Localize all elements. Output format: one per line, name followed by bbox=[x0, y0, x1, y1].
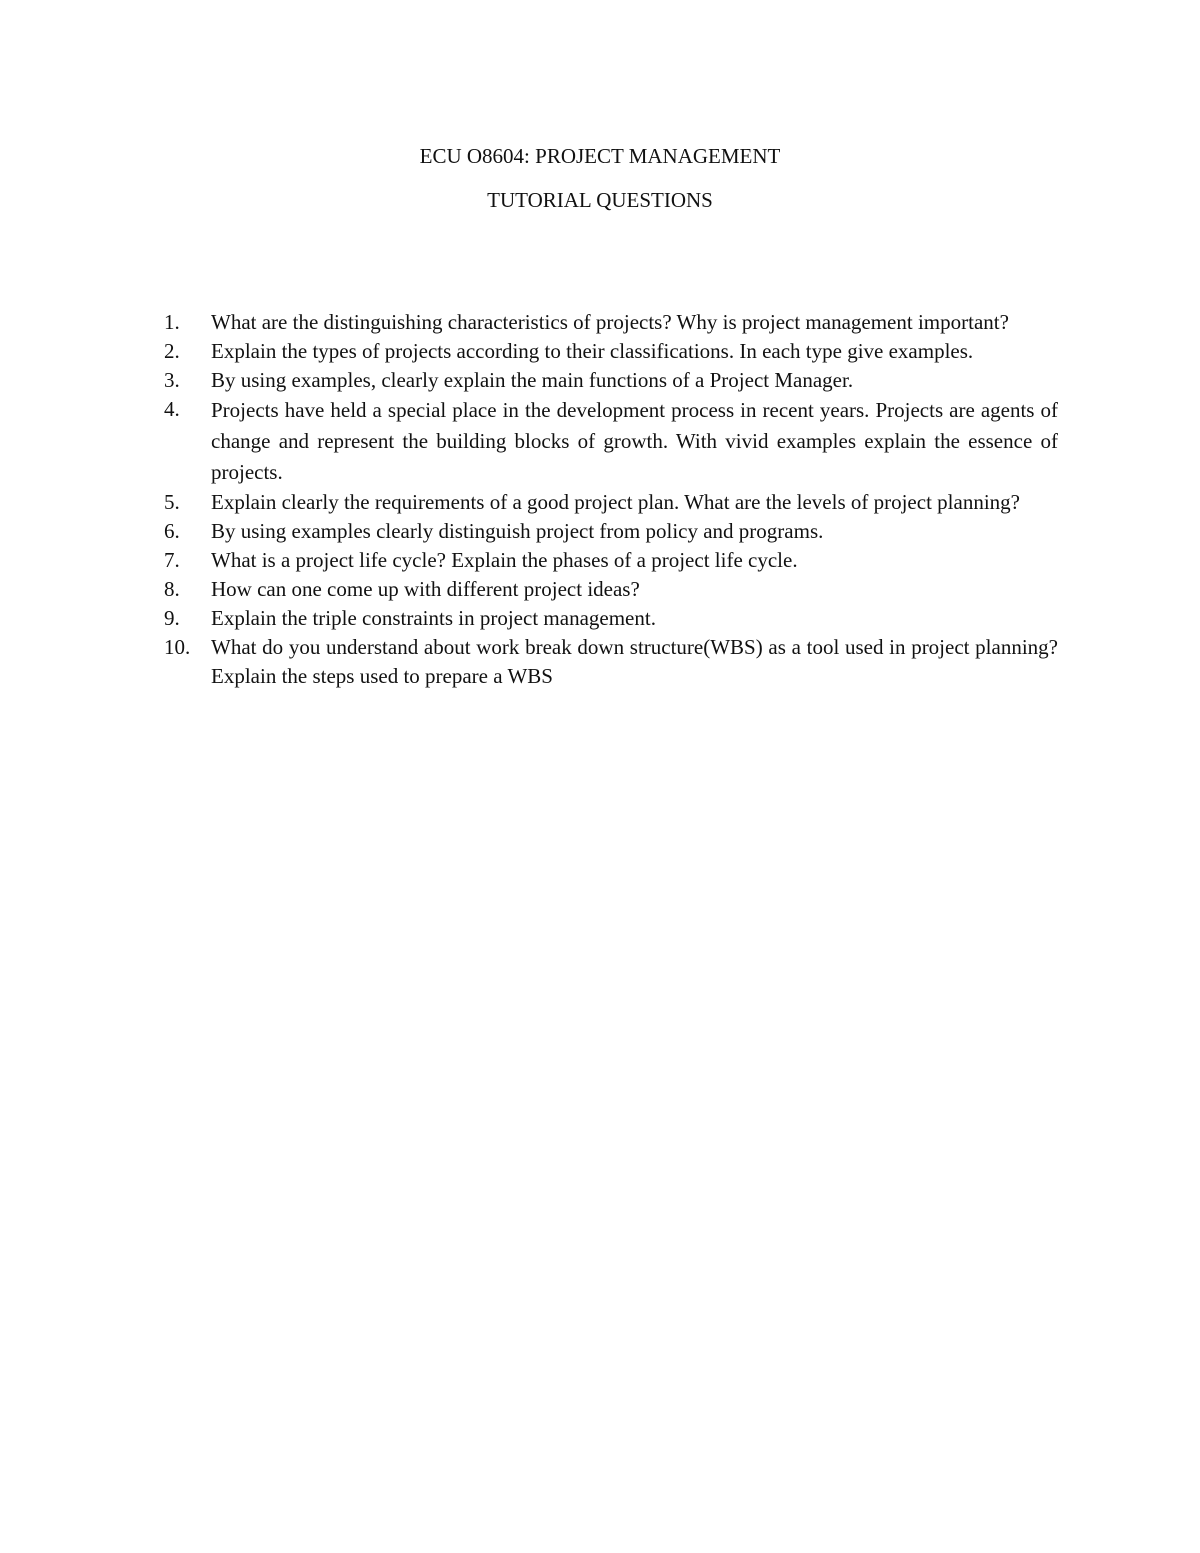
document-subtitle: TUTORIAL QUESTIONS bbox=[487, 188, 713, 212]
question-item bbox=[164, 337, 1058, 366]
question-item bbox=[164, 633, 1058, 691]
question-number: 2. bbox=[164, 339, 180, 363]
question-number: 5. bbox=[164, 490, 180, 514]
question-number: 3. bbox=[164, 368, 180, 392]
question-text: What is a project life cycle? Explain the phases of a project life cycle. bbox=[211, 548, 798, 572]
question-item bbox=[164, 488, 1058, 517]
question-number: 9. bbox=[164, 606, 180, 630]
question-item bbox=[164, 546, 1058, 575]
question-list bbox=[164, 308, 1058, 691]
question-item bbox=[164, 517, 1058, 546]
question-text: Explain clearly the requirements of a good project plan. What are the levels of project planning? bbox=[211, 490, 1020, 514]
question-number: 4. bbox=[164, 397, 180, 421]
question-number: 7. bbox=[164, 548, 180, 572]
question-number: 10. bbox=[164, 635, 191, 659]
question-item bbox=[164, 604, 1058, 633]
question-text: By using examples clearly distinguish project from policy and programs. bbox=[211, 519, 824, 543]
question-text: By using examples, clearly explain the main functions of a Project Manager. bbox=[211, 368, 854, 392]
question-text: What are the distinguishing characteristics of projects? Why is project management important? bbox=[211, 310, 1009, 334]
question-text: How can one come up with different project ideas? bbox=[211, 577, 640, 601]
question-text: Explain the triple constraints in project management. bbox=[211, 606, 656, 630]
question-item bbox=[164, 575, 1058, 604]
question-text: Explain the types of projects according to their classifications. In each type give examples. bbox=[211, 339, 974, 363]
question-item bbox=[164, 308, 1058, 337]
question-item bbox=[164, 395, 1058, 488]
question-number: 1. bbox=[164, 310, 180, 334]
question-text: What do you understand about work break down structure(WBS) as a tool used in project planning? Explain the steps used to prepare a WBS bbox=[211, 635, 1058, 688]
question-item bbox=[164, 366, 1058, 395]
question-number: 8. bbox=[164, 577, 180, 601]
question-text: Projects have held a special place in the development process in recent years. Projects are agents of change and represent the building blocks of growth. With vivid examples explain the essence of projects. bbox=[211, 398, 1058, 484]
course-title: ECU O8604: PROJECT MANAGEMENT bbox=[419, 144, 781, 168]
question-number: 6. bbox=[164, 519, 180, 543]
